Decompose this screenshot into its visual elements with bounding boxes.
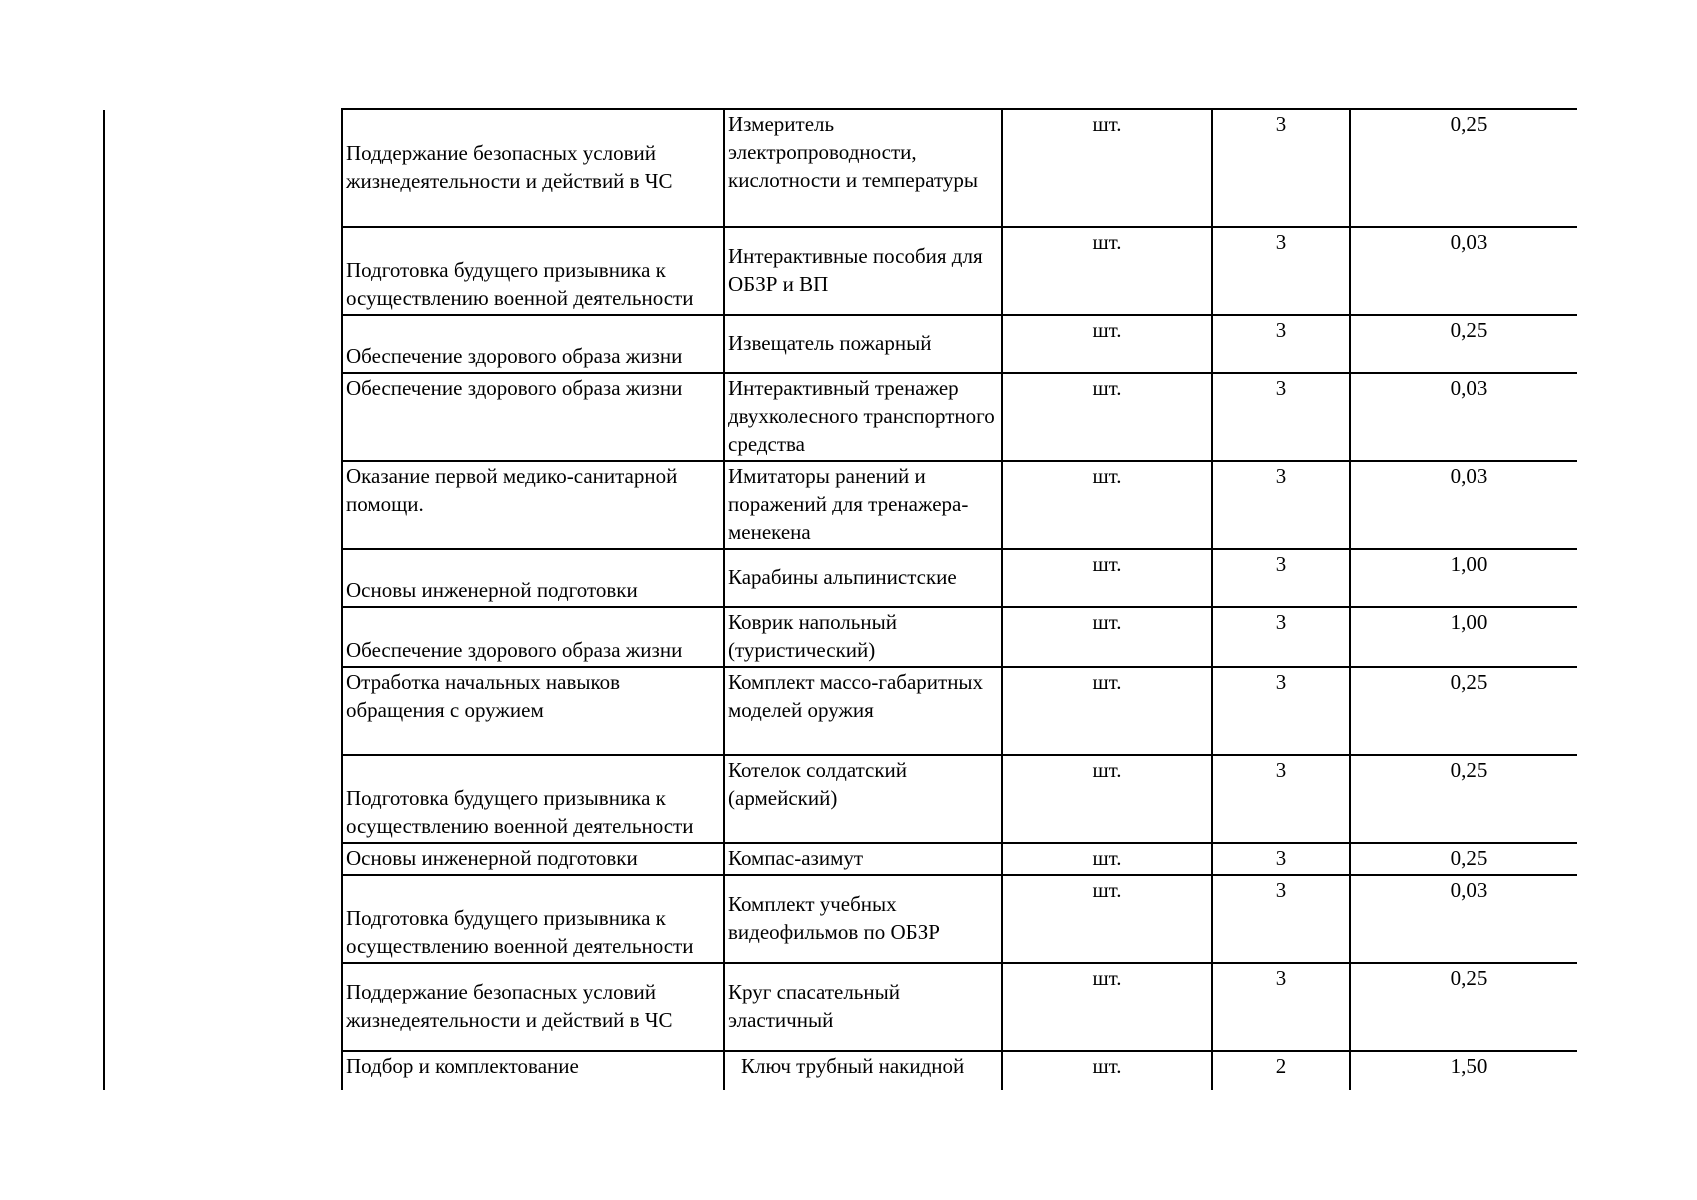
- coefficient-value: 0,03: [1450, 230, 1488, 254]
- quantity-cell: 3: [1212, 963, 1350, 1051]
- coefficient-value: 0,03: [1450, 376, 1488, 400]
- unit-cell: шт.: [1002, 875, 1212, 963]
- unit-cell: шт.: [1002, 227, 1212, 315]
- coefficient-value: 1,00: [1450, 610, 1488, 634]
- unit-cell: шт.: [1002, 607, 1212, 667]
- table-row: [342, 227, 1577, 315]
- item-cell: Комплект учебных видеофильмов по ОБЗР: [724, 875, 1002, 963]
- section-cell: Обеспечение здорового образа жизни: [342, 607, 724, 667]
- section-cell: Поддержание безопасных условий жизнедеятельности и действий в ЧС: [342, 963, 724, 1051]
- section-cell: Обеспечение здорового образа жизни: [342, 373, 724, 461]
- coefficient-cell: [1350, 843, 1577, 875]
- coefficient-cell: [1350, 607, 1577, 667]
- section-cell: Основы инженерной подготовки: [342, 843, 724, 875]
- section-cell: Подбор и комплектование: [342, 1051, 724, 1090]
- table-row: [342, 755, 1577, 843]
- item-cell: Интерактивный тренажер двухколесного транспортного средства: [724, 373, 1002, 461]
- section-cell: Оказание первой медико-санитарной помощи.: [342, 461, 724, 549]
- quantity-cell: 3: [1212, 315, 1350, 373]
- quantity-cell: 3: [1212, 875, 1350, 963]
- coefficient-cell: [1350, 549, 1577, 607]
- item-cell: Компас-азимут: [724, 843, 1002, 875]
- section-cell: Поддержание безопасных условий жизнедеятельности и действий в ЧС: [342, 109, 724, 227]
- section-cell: Обеспечение здорового образа жизни: [342, 315, 724, 373]
- coefficient-cell: [1350, 963, 1577, 1051]
- coefficient-value: 0,25: [1450, 966, 1488, 990]
- coefficient-cell: [1350, 667, 1577, 755]
- unit-cell: шт.: [1002, 109, 1212, 227]
- section-cell: Основы инженерной подготовки: [342, 549, 724, 607]
- item-cell: Имитаторы ранений и поражений для тренажера-менекена: [724, 461, 1002, 549]
- quantity-cell: 2: [1212, 1051, 1350, 1090]
- coefficient-cell: [1350, 373, 1577, 461]
- item-cell: Извещатель пожарный: [724, 315, 1002, 373]
- unit-cell: шт.: [1002, 549, 1212, 607]
- item-cell: Круг спасательный эластичный: [724, 963, 1002, 1051]
- left-border-line: [103, 110, 105, 1090]
- table-row: [342, 315, 1577, 373]
- coefficient-value: 1,50: [1450, 1054, 1488, 1078]
- coefficient-value: 0,25: [1450, 846, 1488, 870]
- coefficient-cell: [1350, 1051, 1577, 1090]
- unit-cell: шт.: [1002, 963, 1212, 1051]
- unit-cell: шт.: [1002, 755, 1212, 843]
- table-row: [342, 843, 1577, 875]
- section-cell: Отработка начальных навыков обращения с оружием: [342, 667, 724, 755]
- unit-cell: шт.: [1002, 843, 1212, 875]
- quantity-cell: 3: [1212, 227, 1350, 315]
- table-row: [342, 549, 1577, 607]
- section-cell: Подготовка будущего призывника к осуществлению военной деятельности: [342, 227, 724, 315]
- unit-cell: шт.: [1002, 667, 1212, 755]
- item-cell: Коврик напольный (туристический): [724, 607, 1002, 667]
- table-row: [342, 109, 1577, 227]
- coefficient-cell: [1350, 109, 1577, 227]
- coefficient-cell: [1350, 315, 1577, 373]
- item-cell: Интерактивные пособия для ОБЗР и ВП: [724, 227, 1002, 315]
- quantity-cell: 3: [1212, 109, 1350, 227]
- table-row: [342, 1051, 1577, 1090]
- coefficient-value: 0,25: [1450, 318, 1488, 342]
- item-cell: Измеритель электропроводности, кислотности и температуры: [724, 109, 1002, 227]
- section-cell: Подготовка будущего призывника к осуществлению военной деятельности: [342, 875, 724, 963]
- item-cell: Карабины альпинистские: [724, 549, 1002, 607]
- table-row: [342, 373, 1577, 461]
- quantity-cell: 3: [1212, 373, 1350, 461]
- quantity-cell: 3: [1212, 843, 1350, 875]
- unit-cell: шт.: [1002, 1051, 1212, 1090]
- quantity-cell: 3: [1212, 549, 1350, 607]
- coefficient-cell: [1350, 755, 1577, 843]
- unit-cell: шт.: [1002, 315, 1212, 373]
- coefficient-value: 0,25: [1450, 670, 1488, 694]
- quantity-cell: 3: [1212, 755, 1350, 843]
- unit-cell: шт.: [1002, 373, 1212, 461]
- section-cell: Подготовка будущего призывника к осуществлению военной деятельности: [342, 755, 724, 843]
- item-cell: Котелок солдатский (армейский): [724, 755, 1002, 843]
- quantity-cell: 3: [1212, 667, 1350, 755]
- coefficient-value: 1,00: [1450, 552, 1488, 576]
- table-row: [342, 461, 1577, 549]
- equipment-table-container: [341, 108, 1577, 1090]
- table-row: [342, 607, 1577, 667]
- table-row: [342, 875, 1577, 963]
- equipment-table: [341, 108, 1577, 1090]
- quantity-cell: 3: [1212, 461, 1350, 549]
- coefficient-cell: [1350, 461, 1577, 549]
- coefficient-cell: [1350, 875, 1577, 963]
- coefficient-value: 0,25: [1450, 112, 1488, 136]
- item-cell: Комплект массо-габаритных моделей оружия: [724, 667, 1002, 755]
- item-cell: Ключ трубный накидной: [724, 1051, 1002, 1090]
- quantity-cell: 3: [1212, 607, 1350, 667]
- coefficient-value: 0,03: [1450, 464, 1488, 488]
- table-row: [342, 963, 1577, 1051]
- coefficient-value: 0,03: [1450, 878, 1488, 902]
- coefficient-cell: [1350, 227, 1577, 315]
- unit-cell: шт.: [1002, 461, 1212, 549]
- table-row: [342, 667, 1577, 755]
- coefficient-value: 0,25: [1450, 758, 1488, 782]
